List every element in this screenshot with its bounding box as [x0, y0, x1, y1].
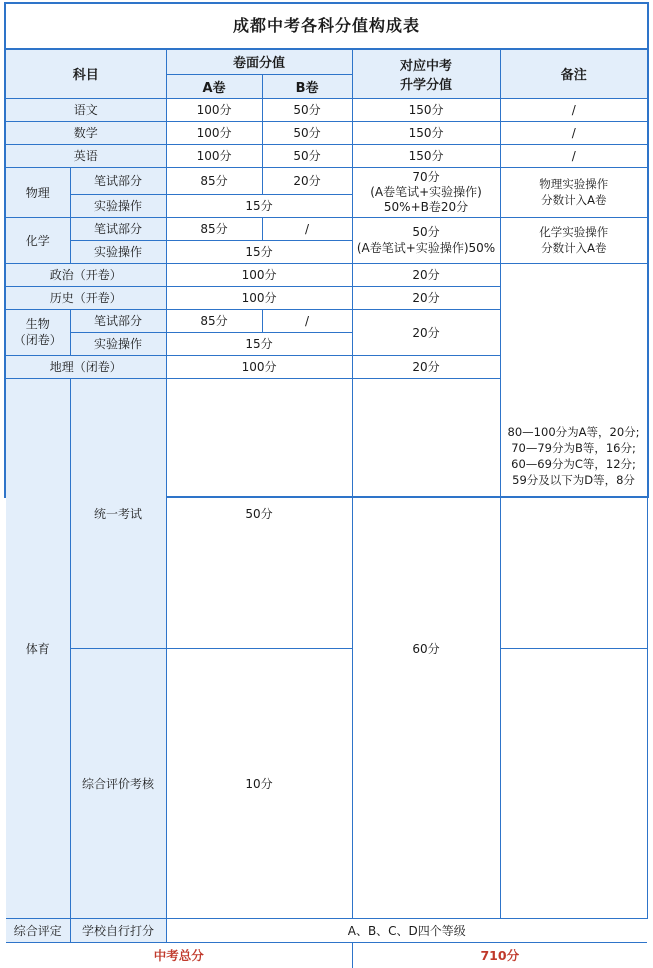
paper-a-score: 100分 — [166, 144, 262, 167]
header-admission-score — [352, 50, 500, 98]
sub-item-lab: 实验操作 — [70, 332, 166, 355]
table-row — [6, 167, 647, 194]
paper-b-score: 50分 — [262, 98, 352, 121]
paper-b-score: 50分 — [262, 121, 352, 144]
admission-score: 60分 — [352, 378, 500, 918]
table-row — [6, 263, 647, 286]
total-row — [6, 942, 647, 968]
lab-score: 15分 — [166, 194, 352, 217]
header-subject: 科目 — [6, 50, 166, 98]
admission-line: 70分 — [412, 169, 440, 184]
subject-name: 体育 — [6, 378, 70, 918]
paper-score: 100分 — [166, 286, 352, 309]
sub-item-written: 笔试部分 — [70, 309, 166, 332]
header-paper-score: 卷面分值 — [166, 50, 352, 74]
grade-note-line: 59分及以下为D等，8分 — [512, 472, 635, 487]
admission-score: 20分 — [352, 355, 500, 378]
table-row — [6, 98, 647, 121]
admission-line: (A卷笔试+实验操作) — [370, 184, 482, 199]
admission-score: 150分 — [352, 98, 500, 121]
paper-a-score: 85分 — [166, 309, 262, 332]
paper-score: 100分 — [166, 263, 352, 286]
paper-a-score: 85分 — [166, 217, 262, 240]
sub-item-lab: 实验操作 — [70, 240, 166, 263]
comprehensive-score: 10分 — [166, 648, 352, 918]
admission-score: 20分 — [352, 263, 500, 286]
subject-name: 物理 — [6, 167, 70, 217]
header-admission-line1: 对应中考 — [400, 58, 453, 74]
paper-b-score: / — [262, 309, 352, 332]
admission-score — [352, 217, 500, 263]
header-paper-a: A卷 — [166, 74, 262, 98]
paper-b-score: / — [262, 217, 352, 240]
note-line: 物理实验操作 — [539, 177, 609, 191]
sub-item-unified: 统一考试 — [70, 378, 166, 648]
admission-score: 20分 — [352, 309, 500, 355]
paper-b-score: 50分 — [262, 144, 352, 167]
note-cell: / — [500, 144, 647, 167]
note-cell: / — [500, 121, 647, 144]
note-cell: / — [500, 98, 647, 121]
sub-item-lab: 实验操作 — [70, 194, 166, 217]
overall-method: 学校自行打分 — [70, 918, 166, 942]
admission-line: (A卷笔试+实验操作)50% — [356, 241, 496, 255]
page-title: 成都中考各科分值构成表 — [6, 4, 647, 50]
score-table-document — [4, 2, 649, 964]
total-label: 中考总分 — [6, 942, 352, 968]
total-value: 710分 — [352, 942, 647, 968]
admission-score — [352, 167, 500, 217]
paper-a-score: 85分 — [166, 167, 262, 194]
subject-name: 历史（开卷） — [6, 286, 166, 309]
table-row — [6, 648, 647, 918]
paper-b-score: 20分 — [262, 167, 352, 194]
note-line: 分数计入A卷 — [541, 241, 607, 255]
sub-item-comprehensive: 综合评价考核 — [70, 648, 166, 918]
admission-score: 150分 — [352, 144, 500, 167]
admission-score: 20分 — [352, 286, 500, 309]
paper-a-score: 100分 — [166, 121, 262, 144]
admission-line: 50分 — [412, 225, 440, 239]
subject-name — [6, 309, 70, 355]
paper-score: 100分 — [166, 355, 352, 378]
note-line: 化学实验操作 — [539, 225, 609, 239]
header-admission-line2: 升学分值 — [400, 77, 453, 93]
table-row — [6, 121, 647, 144]
header-row — [6, 50, 647, 74]
note-cell — [500, 167, 647, 217]
table-row — [6, 144, 647, 167]
sub-item-written: 笔试部分 — [70, 217, 166, 240]
subject-name-line: 生物 — [25, 317, 50, 331]
grade-note-cell — [500, 263, 647, 648]
table-row — [6, 918, 647, 942]
subject-name: 英语 — [6, 144, 166, 167]
subject-name-line: （闭卷） — [13, 333, 62, 347]
subject-name: 化学 — [6, 217, 70, 263]
header-notes: 备注 — [500, 50, 647, 98]
lab-score: 15分 — [166, 332, 352, 355]
header-paper-b: B卷 — [262, 74, 352, 98]
admission-score: 150分 — [352, 121, 500, 144]
subject-name: 数学 — [6, 121, 166, 144]
note-line: 分数计入A卷 — [541, 193, 607, 207]
sub-item-written: 笔试部分 — [70, 167, 166, 194]
subject-name: 综合评定 — [6, 918, 70, 942]
table-row — [6, 217, 647, 240]
grade-note-line: 60—69分为C等，12分; — [511, 456, 636, 471]
overall-grades: A、B、C、D四个等级 — [166, 918, 647, 942]
paper-a-score: 100分 — [166, 98, 262, 121]
score-table — [6, 50, 647, 968]
unified-score: 50分 — [166, 378, 352, 648]
grade-note-line: 80—100分为A等，20分; — [507, 424, 640, 439]
subject-name: 语文 — [6, 98, 166, 121]
lab-score: 15分 — [166, 240, 352, 263]
admission-line: 50%+B卷20分 — [383, 199, 469, 214]
grade-note-line: 70—79分为B等，16分; — [511, 440, 636, 455]
subject-name: 地理（闭卷） — [6, 355, 166, 378]
subject-name: 政治（开卷） — [6, 263, 166, 286]
note-cell — [500, 217, 647, 263]
